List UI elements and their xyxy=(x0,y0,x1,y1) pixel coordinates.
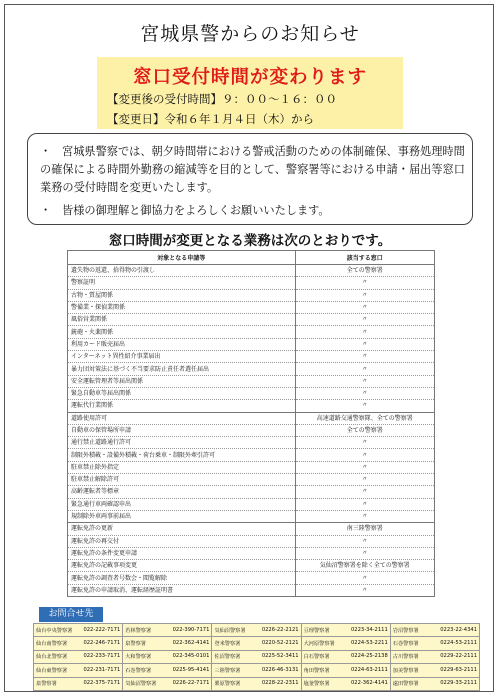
row-window: 〃 xyxy=(295,584,434,596)
table-row xyxy=(68,486,435,498)
station-phone: 0224-53-2111 xyxy=(440,640,477,647)
row-window: 〃 xyxy=(295,400,434,412)
row-item: 高齢運転者等標章 xyxy=(68,486,296,498)
table-row xyxy=(68,289,435,301)
row-item: 安全運転管理者等届出関係 xyxy=(68,375,296,387)
header-item: 対象となる申請等 xyxy=(68,251,296,265)
contact-cell xyxy=(123,624,212,637)
row-item: 自動車の保管場所申請 xyxy=(68,424,296,436)
header-window: 該当する窓口 xyxy=(295,251,434,265)
row-item: 運転免許の更新 xyxy=(68,523,296,535)
table-row xyxy=(68,375,435,387)
table-row xyxy=(68,277,435,289)
row-window: 〃 xyxy=(295,535,434,547)
station-phone: 022-233-7171 xyxy=(83,653,121,660)
station-phone: 0229-63-2111 xyxy=(440,666,477,673)
station-name: 若林警察署 xyxy=(125,627,152,634)
row-item: 遺失物の返還、拾得物の引渡し xyxy=(68,265,296,277)
table-row xyxy=(68,510,435,522)
contact-cell xyxy=(390,664,479,677)
contact-row xyxy=(34,677,480,690)
table-row xyxy=(68,363,435,375)
row-item: 運転免許の調査者号数会・閲覧解除 xyxy=(68,572,296,584)
station-name: 泉警察署 xyxy=(125,641,146,648)
contact-cell xyxy=(301,650,390,663)
contact-row xyxy=(34,664,480,677)
table-row xyxy=(68,301,435,313)
station-phone: 022-345-0101 xyxy=(172,653,210,660)
contact-cell xyxy=(123,650,212,663)
row-item: 銃砲・火薬関係 xyxy=(68,326,296,338)
row-window: 〃 xyxy=(295,351,434,363)
station-phone: 0226-22-2121 xyxy=(261,626,299,633)
notice-paragraph-2 xyxy=(40,202,465,220)
station-phone: 022-222-7171 xyxy=(83,626,121,633)
bullet: ・ xyxy=(40,204,52,217)
contact-cell xyxy=(212,624,301,637)
row-item: 運転免許の記載事項変更 xyxy=(68,560,296,572)
station-name: 石巻警察署 xyxy=(392,641,419,648)
table-row xyxy=(68,547,435,559)
row-window: 〃 xyxy=(295,449,434,461)
row-item: 制限外積載・設備外積載・荷台乗車・制限外牽引許可 xyxy=(68,449,296,461)
row-window: 〃 xyxy=(295,510,434,522)
station-name: 岩沼警察署 xyxy=(392,627,419,634)
contact-cell xyxy=(34,624,123,637)
row-item: 緊急自動車等届出関係 xyxy=(68,387,296,399)
contact-cell xyxy=(301,637,390,650)
station-name: 塩釜警察署 xyxy=(303,681,330,688)
station-phone: 0226-22-7171 xyxy=(172,680,210,687)
row-item: 駐車禁止解除許可 xyxy=(68,474,296,486)
row-window: 〃 xyxy=(295,387,434,399)
row-window: 〃 xyxy=(295,301,434,313)
table-row xyxy=(68,572,435,584)
station-name: 仙台東警察署 xyxy=(36,667,68,674)
row-window: 高速道路交通警察隊、全ての警察署 xyxy=(295,412,434,424)
station-phone: 0226-46-3131 xyxy=(261,666,299,673)
contact-cell xyxy=(34,637,123,650)
station-name: 加美警察署 xyxy=(392,667,419,674)
station-phone: 0220-52-2121 xyxy=(261,640,299,647)
station-name: 三陸警察署 xyxy=(214,667,241,674)
table-row xyxy=(68,523,435,535)
row-item: 規制除外車両事前届出 xyxy=(68,510,296,522)
contact-cell xyxy=(390,624,479,637)
contact-cell xyxy=(301,624,390,637)
station-phone: 022-362-4141 xyxy=(351,680,388,687)
contact-table xyxy=(33,623,480,691)
row-item: 道路使用許可 xyxy=(68,412,296,424)
table-row xyxy=(68,326,435,338)
row-item: 運転免許の条件変更申請 xyxy=(68,547,296,559)
row-window: 全ての警察署 xyxy=(295,265,434,277)
station-name: 亘理警察署 xyxy=(303,627,330,634)
date-label: 【変更日】 xyxy=(107,112,165,126)
station-phone: 0223-34-2111 xyxy=(351,626,388,633)
station-name: 白石警察署 xyxy=(303,654,330,661)
row-item: 利用カード販売届出 xyxy=(68,338,296,350)
station-phone: 022-390-7171 xyxy=(172,626,210,633)
station-name: 登米警察署 xyxy=(214,641,241,648)
row-window: 〃 xyxy=(295,547,434,559)
row-item: 運転免許の申請取消、運転経歴証明書 xyxy=(68,584,296,596)
notice-box xyxy=(27,133,473,225)
row-window: 〃 xyxy=(295,289,434,301)
contact-cell xyxy=(34,664,123,677)
station-phone: 0224-63-2111 xyxy=(351,666,388,673)
contact-cell xyxy=(212,664,301,677)
date-line xyxy=(107,111,314,127)
station-phone: 0224-25-2138 xyxy=(351,653,388,660)
row-window: 〃 xyxy=(295,461,434,473)
row-item: 緊急通行車両確認申出 xyxy=(68,498,296,510)
station-name: 仙台中央警察署 xyxy=(36,627,73,634)
page-title: 宮城県警からのお知らせ xyxy=(140,23,360,45)
table-row xyxy=(68,449,435,461)
notice-text-2: 皆様の御理解と御協力をよろしくお願いいたします。 xyxy=(62,204,330,217)
table-row xyxy=(68,387,435,399)
station-name: 石巻警察署 xyxy=(125,667,152,674)
station-phone: 0229-22-2111 xyxy=(440,653,477,660)
banner-headline: 窓口受付時間が変わります xyxy=(132,67,367,88)
row-window: 南三陸警察署 xyxy=(295,523,434,535)
contact-cell xyxy=(123,664,212,677)
station-name: 気仙沼警察署 xyxy=(214,627,246,634)
table-row xyxy=(68,338,435,350)
station-phone: 022-231-7171 xyxy=(83,666,121,673)
table-row xyxy=(68,584,435,596)
contact-cell xyxy=(390,650,479,663)
station-phone: 0229-33-2111 xyxy=(440,680,477,687)
date-value: 令和６年１月４日（木）から xyxy=(164,112,314,126)
row-window: 全ての警察署 xyxy=(295,424,434,436)
table-row xyxy=(68,351,435,363)
contact-cell xyxy=(123,637,212,650)
table-row xyxy=(68,560,435,572)
row-window: 〃 xyxy=(295,338,434,350)
contact-cell xyxy=(212,637,301,650)
contact-label: お問合せ先 xyxy=(39,607,103,622)
station-phone: 022-375-7171 xyxy=(83,680,121,687)
hours-line xyxy=(107,91,337,107)
table-row xyxy=(68,424,435,436)
table-row xyxy=(68,400,435,412)
station-name: 大和警察署 xyxy=(125,654,152,661)
contact-row xyxy=(34,624,480,637)
row-window: 〃 xyxy=(295,326,434,338)
station-name: 気仙沼警察署 xyxy=(125,681,157,688)
row-item: 警備業・探偵業関係 xyxy=(68,301,296,313)
station-phone: 022-362-4141 xyxy=(172,640,210,647)
contact-cell xyxy=(34,677,123,690)
table-row xyxy=(68,412,435,424)
row-item: 運転代行業関係 xyxy=(68,400,296,412)
contact-cell xyxy=(212,677,301,690)
contact-cell xyxy=(390,637,479,650)
table-row xyxy=(68,314,435,326)
notice-text-1: 宮城県警察では、朝夕時間帯における警戒活動のための体制確保、事務処理時間の確保による時間外勤務の縮減等を目的として、警察署等における申請・届出等窓口業務の受付時間を変更いたします。 xyxy=(40,145,465,194)
station-phone: 0223-22-4341 xyxy=(440,626,477,633)
row-window: 〃 xyxy=(295,572,434,584)
table-row xyxy=(68,265,435,277)
station-name: 古川警察署 xyxy=(392,654,419,661)
row-window: 〃 xyxy=(295,375,434,387)
row-item: インターネット異性紹介事業届出 xyxy=(68,351,296,363)
table-row xyxy=(68,498,435,510)
station-name: 仙台南警察署 xyxy=(36,641,68,648)
contact-row xyxy=(34,650,480,663)
station-phone: 0225-95-4141 xyxy=(172,666,210,673)
contact-cell xyxy=(301,664,390,677)
station-phone: 0228-22-2311 xyxy=(261,680,299,687)
row-item: 通行禁止道路通行許可 xyxy=(68,437,296,449)
services-table xyxy=(67,250,435,597)
notice-page xyxy=(4,4,494,692)
contact-cell xyxy=(390,677,479,690)
table-row xyxy=(68,474,435,486)
row-item: 運転免許の再交付 xyxy=(68,535,296,547)
row-window: 〃 xyxy=(295,498,434,510)
contact-cell xyxy=(212,650,301,663)
station-name: 栗原警察署 xyxy=(214,681,241,688)
station-name: 大河原警察署 xyxy=(303,641,335,648)
table-row xyxy=(68,461,435,473)
table-header-row xyxy=(68,251,435,265)
station-name: 角田警察署 xyxy=(303,667,330,674)
hours-value: ９：００～１６：００ xyxy=(222,92,337,106)
contact-cell xyxy=(123,677,212,690)
contact-cell xyxy=(301,677,390,690)
bullet: ・ xyxy=(40,145,52,158)
station-phone: 0224-53-2211 xyxy=(351,640,388,647)
contact-cell xyxy=(34,650,123,663)
station-phone: 0225-52-3411 xyxy=(261,653,299,660)
table-row xyxy=(68,437,435,449)
station-name: 仙台北警察署 xyxy=(36,654,68,661)
row-window: 〃 xyxy=(295,486,434,498)
station-name: 泉警察署 xyxy=(36,681,57,688)
row-item: 風俗営業関係 xyxy=(68,314,296,326)
station-name: 佐沼警察署 xyxy=(214,654,241,661)
table-title: 窓口時間が変更となる業務は次のとおりです。 xyxy=(108,233,392,249)
row-window: 〃 xyxy=(295,474,434,486)
row-window: 〃 xyxy=(295,363,434,375)
contact-row xyxy=(34,637,480,650)
row-item: 駐車禁止除外指定 xyxy=(68,461,296,473)
station-name: 遠田警察署 xyxy=(392,681,419,688)
row-window: 〃 xyxy=(295,314,434,326)
hours-label: 【変更後の受付時間】 xyxy=(107,92,222,106)
row-window: 気仙沼警察署を除く全ての警察署 xyxy=(295,560,434,572)
notice-paragraph-1 xyxy=(40,143,465,197)
row-item: 暴力団対策法に基づく不当要求防止責任者選任届出 xyxy=(68,363,296,375)
table-row xyxy=(68,535,435,547)
row-item: 古物・質屋関係 xyxy=(68,289,296,301)
row-window: 〃 xyxy=(295,437,434,449)
row-window: 〃 xyxy=(295,277,434,289)
row-item: 警察証明 xyxy=(68,277,296,289)
station-phone: 022-246-7171 xyxy=(83,640,121,647)
change-banner xyxy=(97,57,403,129)
